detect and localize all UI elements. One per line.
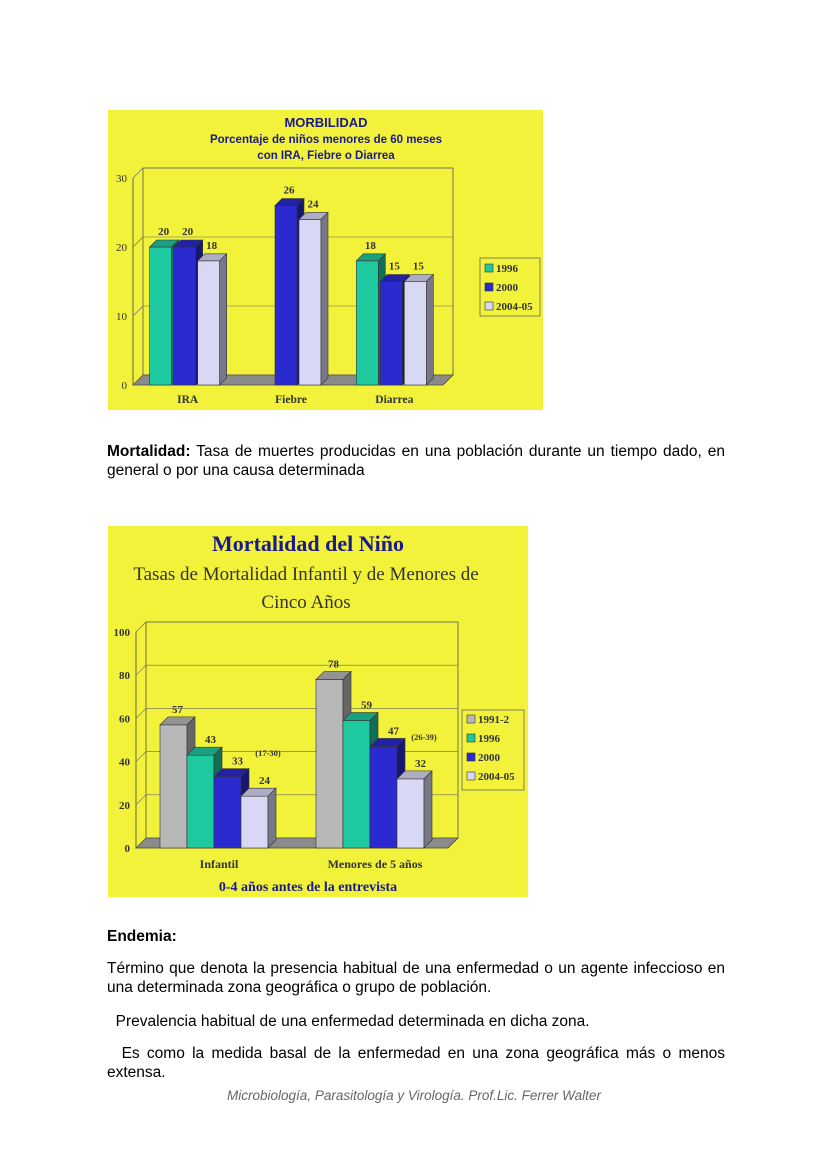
bar-1-1991-2-front	[316, 680, 343, 848]
y-tick-label: 0	[121, 380, 127, 392]
bar-fiebre-2004-05-side	[321, 212, 328, 385]
data-label: 15	[412, 260, 424, 273]
bar-0-1991-2-front	[160, 725, 187, 848]
bar-1-2004-05-side	[424, 771, 432, 848]
bar-ira-2000-front	[174, 247, 196, 385]
data-label: 18	[364, 239, 376, 252]
bar-ira-1996-front	[150, 247, 172, 385]
data-label: 20	[158, 226, 170, 238]
bar-0-2004-05-front	[241, 796, 268, 848]
chart-subtitle: Porcentaje de niños menores de 60 meses	[209, 134, 443, 146]
gridline-side	[133, 168, 143, 178]
y-tick-label: 40	[119, 756, 130, 769]
morbilidad-chart-svg	[108, 110, 543, 410]
legend-swatch	[485, 283, 493, 291]
data-label: 26	[283, 184, 295, 197]
y-tick-label: 60	[119, 713, 130, 726]
y-tick-label: 80	[119, 670, 130, 683]
data-label: 47	[388, 725, 399, 738]
legend-swatch	[485, 264, 493, 272]
bar-0-2000-front	[214, 777, 241, 848]
x-tick-label: IRA	[177, 394, 199, 406]
legend	[462, 710, 524, 790]
gridline-side	[136, 708, 146, 718]
bar-fiebre-2004-05-front	[299, 219, 321, 385]
gridline-side	[136, 622, 146, 632]
x-axis-label: 0-4 años antes de la entrevista	[218, 880, 398, 895]
legend-swatch	[467, 772, 475, 780]
data-label: 18	[206, 239, 218, 252]
bar-1-2000-front	[370, 746, 397, 848]
data-label: 33	[232, 755, 243, 768]
gridline-side	[133, 237, 143, 247]
x-tick-label: Menores de 5 años	[327, 857, 423, 871]
x-tick-label: Infantil	[199, 857, 239, 871]
bar-0-2004-05	[241, 788, 276, 848]
data-label: 24	[259, 775, 270, 788]
bar-0-2004-05-side	[268, 788, 276, 848]
data-label: 59	[361, 699, 372, 712]
endemia-paragraph-1: Término que denota la presencia habitual de una enfermedad o un agente infeccioso en una determinada zona geográfica o grupo de población.	[107, 960, 725, 996]
bar-1-1996-front	[343, 721, 370, 848]
chart-subtitle: Cinco Años	[261, 592, 351, 613]
legend-swatch	[467, 715, 475, 723]
bar-ira-2004-05	[198, 254, 227, 385]
legend-label: 1996	[496, 263, 518, 275]
legend	[480, 258, 540, 316]
bar-1-2004-05-front	[397, 779, 424, 848]
legend-label: 2000	[478, 752, 500, 764]
bar-fiebre-2000-front	[275, 206, 297, 385]
y-tick-label: 0	[124, 843, 130, 855]
legend-swatch	[485, 302, 493, 310]
mortalidad-nino-chart	[108, 526, 528, 897]
data-label: 78	[328, 658, 339, 671]
mortalidad-nino-chart-svg	[108, 526, 528, 897]
bar-0-1996-front	[187, 755, 214, 848]
bar-ira-2004-05-front	[198, 261, 220, 385]
x-tick-label: Diarrea	[375, 394, 414, 406]
legend-swatch	[467, 753, 475, 761]
gridline-side	[136, 752, 146, 762]
bar-diarrea-2004-05-front	[404, 282, 426, 386]
x-tick-label: Fiebre	[275, 394, 307, 406]
data-label: 15	[388, 260, 400, 273]
page-footer: Microbiología, Parasitología y Virología. Prof.Lic. Ferrer Walter	[227, 1088, 601, 1103]
gridline-side	[136, 795, 146, 805]
bar-diarrea-2004-05-side	[426, 275, 433, 386]
gridline-side	[136, 665, 146, 675]
bar-ira-2004-05-side	[220, 254, 227, 385]
chart-subtitle: Tasas de Mortalidad Infantil y de Menores de	[133, 564, 479, 585]
chart-title: MORBILIDAD	[284, 115, 368, 130]
legend-label: 1996	[478, 733, 500, 745]
y-tick-label: 10	[116, 311, 127, 323]
data-label: 32	[415, 757, 426, 770]
legend-label: 2004-05	[478, 771, 515, 783]
y-tick-label: 100	[113, 627, 130, 639]
mortalidad-definition: Tasa de muertes producidas en una población durante un tiempo dado, en general o por una causa determinada	[107, 443, 725, 479]
bar-1-2004-05	[397, 771, 432, 848]
legend-swatch	[467, 734, 475, 742]
y-tick-label: 20	[116, 242, 127, 254]
data-label: 24	[307, 198, 319, 211]
bar-diarrea-2000-front	[380, 282, 402, 386]
endemia-paragraph-3: Es como la medida basal de la enfermedad en una zona geográfica más o menos extensa.	[107, 1045, 730, 1081]
data-label: 43	[205, 734, 216, 747]
endemia-paragraph-2: Prevalencia habitual de una enfermedad determinada en dicha zona.	[107, 1013, 590, 1030]
morbilidad-chart	[108, 110, 543, 410]
gridline-side	[133, 306, 143, 316]
bar-fiebre-2004-05	[299, 212, 328, 385]
legend-label: 1991-2	[478, 714, 510, 726]
bar-diarrea-1996-front	[356, 261, 378, 385]
legend-label: 2000	[496, 282, 518, 294]
bar-diarrea-2004-05	[404, 275, 433, 386]
endemia-heading: Endemia:	[107, 928, 177, 945]
legend-label: 2004-05	[496, 301, 533, 313]
y-tick-label: 20	[119, 799, 130, 812]
ci-annotation: (17-30)	[255, 748, 281, 758]
chart-title: Mortalidad del Niño	[212, 531, 404, 556]
mortalidad-label: Mortalidad:	[107, 443, 191, 460]
y-tick-label: 30	[116, 173, 127, 185]
ci-annotation: (26-39)	[411, 732, 437, 742]
mortalidad-paragraph	[107, 442, 725, 480]
data-label: 57	[172, 703, 183, 716]
chart-subtitle: con IRA, Fiebre o Diarrea	[257, 150, 395, 162]
data-label: 20	[182, 226, 194, 238]
